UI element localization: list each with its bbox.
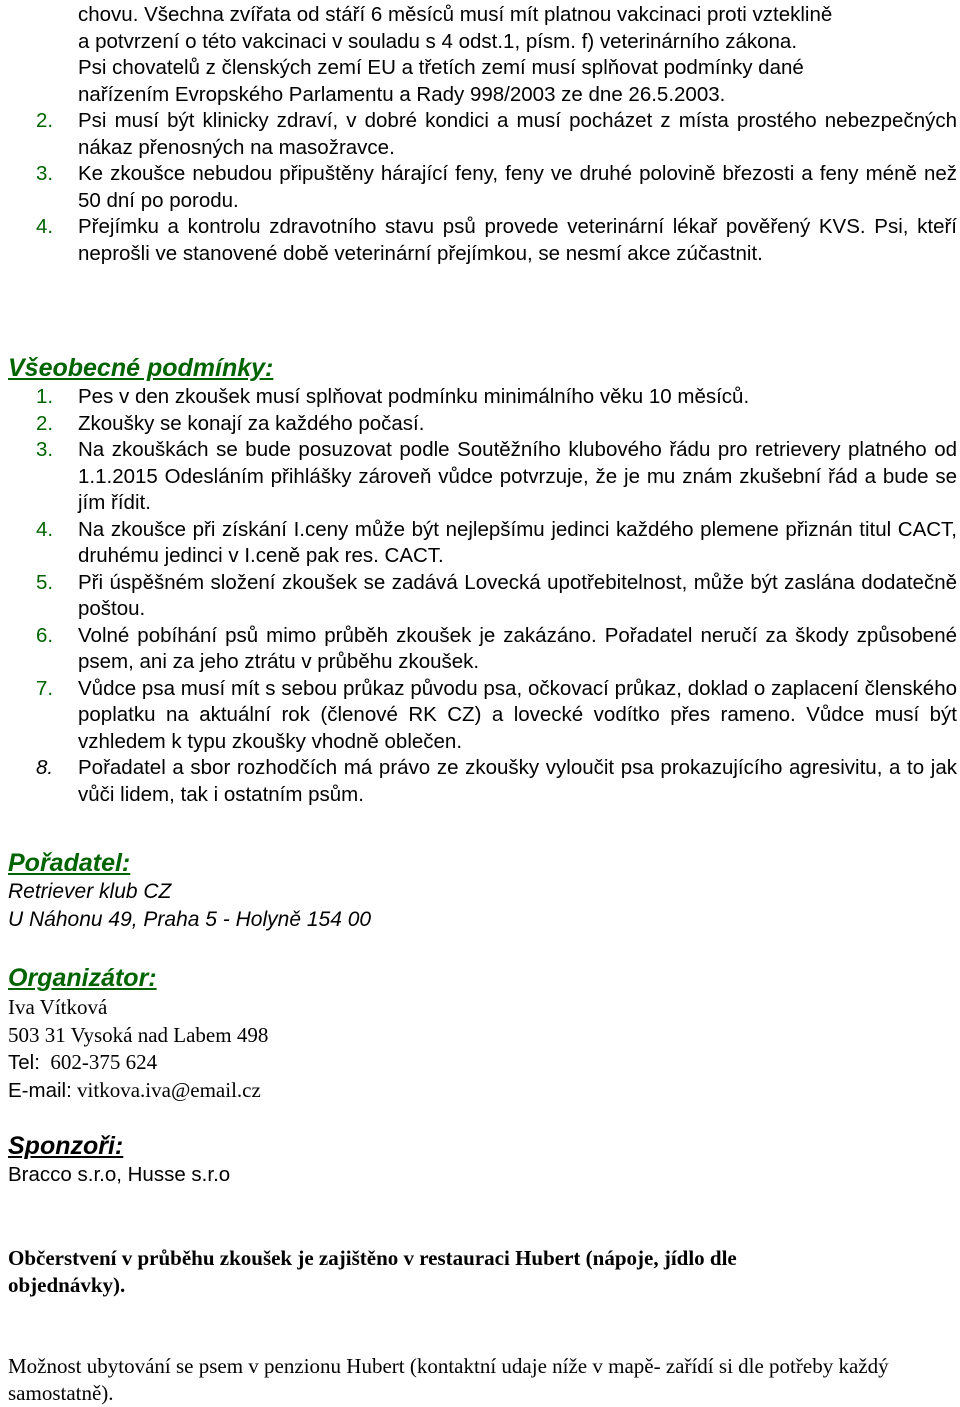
list-text: Vůdce psa musí mít s sebou průkaz původu psa, očkovací průkaz, doklad o zaplacení členského poplatku na aktuální rok (členové RK CZ) a lovecké vodítko přes rameno. Vůdce musí být vzhledem k typu zkoušky vhodně oblečen. [78, 676, 957, 753]
intro-line: a potvrzení o této vakcinaci v souladu s 4 odst.1, písm. f) veterinárního zákona. [78, 29, 798, 53]
organizer-details [8, 878, 948, 934]
list-item [0, 623, 957, 676]
email-label: E-mail: [8, 1078, 72, 1102]
organizator-email [8, 1077, 948, 1105]
list-number: 5. [36, 570, 54, 594]
list-item [0, 755, 957, 808]
phone-value: 602-375 624 [50, 1050, 158, 1074]
organizer-name: Retriever klub CZ [8, 880, 172, 903]
list-text: Přejímku a kontrolu zdravotního stavu psů provede veterinární lékař pověřený KVS. Psi, kteří neprošli ve stanovené době veterinární přejímkou, se nesmí akce zúčastnit. [78, 215, 957, 265]
list-number: 3. [36, 162, 54, 185]
list-text: Pes v den zkoušek musí splňovat podmínku minimálního věku 10 měsíců. [78, 385, 750, 408]
intro-line: nařízením Evropského Parlamentu a Rady 998/2003 ze dne 26.5.2003. [78, 82, 726, 106]
organizer-address: U Náhonu 49, Praha 5 - Holyně 154 00 [8, 908, 372, 931]
list-number: 3. [36, 438, 54, 461]
intro-line: Psi chovatelů z členských zemí EU a třetích zemí musí splňovat podmínky dané [78, 56, 804, 79]
list-number: 4. [36, 517, 54, 541]
list-item [0, 437, 957, 517]
general-conditions-heading: Všeobecné podmínky: [8, 354, 274, 382]
list-text: Volné pobíhání psů mimo průběh zkoušek je zakázáno. Pořadatel neručí za škody způsobené psem, ani za jeho ztrátu v průběhu zkoušek. [78, 623, 957, 673]
intro-line: chovu. Všechna zvířata od stáří 6 měsíců musí mít platnou vakcinaci proti vzteklině [78, 3, 833, 26]
list-item [0, 214, 957, 267]
list-text: Na zkouškách se bude posuzovat podle Soutěžního klubového řádu pro retrievery platného od 1.1.2015 Odesláním přihlášky zároveň vůdce potvrzuje, že je mu znám zkušební řád a bude se jím řídit. [78, 438, 957, 514]
email-value: vitkova.iva@email.cz [77, 1077, 261, 1102]
list-text: Pořadatel a sbor rozhodčích má právo ze zkoušky vyloučit psa prokazujícího agresivitu, a to jak vůči lidem, tak i ostatním psům. [78, 756, 957, 806]
list-text: Na zkoušce při získání I.ceny může být nejlepšímu jedinci každého plemene přiznán titul CACT, druhému jedinci v I.ceně pak res. CACT. [78, 517, 957, 567]
general-conditions-list [0, 384, 957, 808]
list-item [0, 570, 957, 623]
list-item [0, 161, 957, 214]
phone-label: Tel: [8, 1051, 40, 1074]
accommodation-note: Možnost ubytování se psem v penzionu Hubert (kontaktní udaje níže v mapě- zařídí si dle potřeby každý samostatně). [8, 1354, 889, 1405]
list-text: Ke zkoušce nebudou připuštěny hárající feny, feny ve druhé polovině březosti a feny méně než 50 dní po porodu. [78, 162, 957, 212]
list-item [0, 108, 957, 161]
list-text: Zkoušky se konají za každého počasí. [78, 411, 425, 435]
organizer-heading: Pořadatel: [8, 849, 131, 877]
organizator-address: 503 31 Vysoká nad Labem 498 [8, 1022, 269, 1047]
list-item [0, 384, 957, 411]
organizator-details [8, 994, 948, 1104]
list-item [0, 676, 957, 756]
intro-section [0, 2, 957, 267]
list-number: 1. [36, 385, 54, 408]
refreshment-note: Občerstvení v průběhu zkoušek je zajištěno v restauraci Hubert (nápoje, jídlo dle objednávky). [8, 1246, 737, 1297]
sponsors-heading: Sponzoři: [8, 1132, 124, 1160]
sponsors-text: Bracco s.r.o, Husse s.r.o [8, 1163, 231, 1186]
organizator-phone [8, 1049, 948, 1077]
list-item [0, 411, 957, 438]
list-number: 4. [36, 215, 54, 238]
list-text: Psi musí být klinicky zdraví, v dobré kondici a musí pocházet z místa prostého nebezpečných nákaz přenosných na masožravce. [78, 109, 957, 159]
list-number: 6. [36, 623, 54, 647]
list-number: 8. [36, 756, 54, 779]
list-number: 2. [36, 109, 54, 132]
list-number: 7. [36, 676, 54, 700]
list-text: Při úspěšném složení zkoušek se zadává Lovecká upotřebitelnost, může být zaslána dodatečně poštou. [78, 570, 957, 620]
organizator-name: Iva Vítková [8, 995, 108, 1019]
list-item [0, 517, 957, 570]
list-number: 2. [36, 411, 54, 435]
organizator-heading: Organizátor: [8, 964, 157, 992]
